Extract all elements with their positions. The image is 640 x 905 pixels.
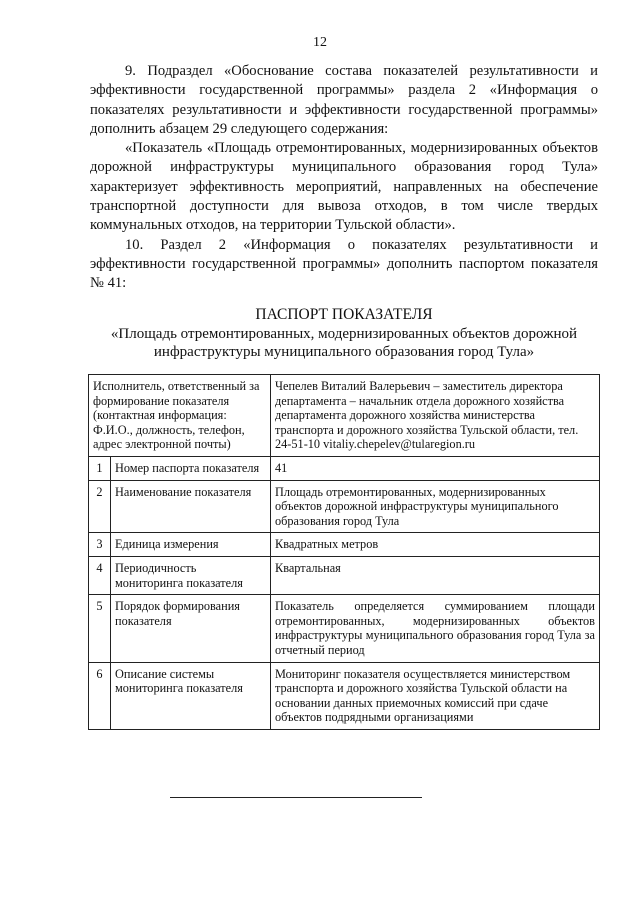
row-label: Порядок формирования показателя [111, 595, 271, 662]
table-row [89, 556, 600, 594]
row-value: Квадратных метров [271, 533, 600, 557]
passport-title: ПАСПОРТ ПОКАЗАТЕЛЯ [255, 306, 433, 323]
row-label: Периодичность мониторинга показателя [111, 556, 271, 594]
row-value: Площадь отремонтированных, модернизированных объектов дорожной инфраструктуры муниципального образования город Тула [271, 480, 600, 533]
row-number: 2 [89, 480, 111, 533]
executor-label: Исполнитель, ответственный за формирование показателя (контактная информация: Ф.И.О., должность, телефон, адрес электронной почты) [89, 375, 271, 457]
paragraph-9: 9. Подраздел «Обоснование состава показателей результативности и эффективности государственной программы» раздела 2 «Информация о показателях результативности и эффективности государственной программы» дополнить абзацем 29 следующего содержания: [90, 63, 598, 137]
table-row [89, 662, 600, 729]
row-label: Номер паспорта показателя [111, 456, 271, 480]
table-row [89, 480, 600, 533]
paragraph-quote: «Показатель «Площадь отремонтированных, модернизированных объектов дорожной инфраструктуры муниципального образования город Тула» характеризует эффективность мероприятий, направленных на обеспечение транспортной доступности для вывоза отходов, в том числе твердых коммунальных отходов, на территории Тульской области». [90, 140, 598, 234]
row-value: Мониторинг показателя осуществляется министерством транспорта и дорожного хозяйства Тульской области на основании данных приемочных комиссий при сдаче объектов подрядными организациями [271, 662, 600, 729]
table-row [89, 533, 600, 557]
row-number: 3 [89, 533, 111, 557]
table-row [89, 456, 600, 480]
row-number: 1 [89, 456, 111, 480]
row-value: Квартальная [271, 556, 600, 594]
row-label: Единица измерения [111, 533, 271, 557]
passport-subtitle: «Площадь отремонтированных, модернизированных объектов дорожной инфраструктуры муниципального образования город Тула» [110, 325, 578, 360]
row-number: 5 [89, 595, 111, 662]
table-row [89, 595, 600, 662]
row-value: Показатель определяется суммированием площади отремонтированных, модернизированных объектов инфраструктуры муниципального образования город Тула за отчетный период [271, 595, 600, 662]
row-label: Наименование показателя [111, 480, 271, 533]
executor-value: Чепелев Виталий Валерьевич – заместитель директора департамента – начальник отдела дорожного хозяйства департамента дорожного хозяйства министерства транспорта и дорожного хозяйства Тульской области, тел. 24-51-10 vitaliy.chepelev@tularegion.ru [271, 375, 600, 457]
paragraph-10: 10. Раздел 2 «Информация о показателях результативности и эффективности государственной программы» дополнить паспортом показателя № 41: [90, 236, 598, 292]
table-row-executor [89, 375, 600, 457]
closing-divider [170, 797, 422, 798]
row-value: 41 [271, 456, 600, 480]
page-number: 12 [313, 35, 327, 50]
passport-heading [90, 306, 598, 362]
row-label: Описание системы мониторинга показателя [111, 662, 271, 729]
body-text [90, 62, 598, 294]
row-number: 4 [89, 556, 111, 594]
passport-table [88, 374, 600, 730]
row-number: 6 [89, 662, 111, 729]
